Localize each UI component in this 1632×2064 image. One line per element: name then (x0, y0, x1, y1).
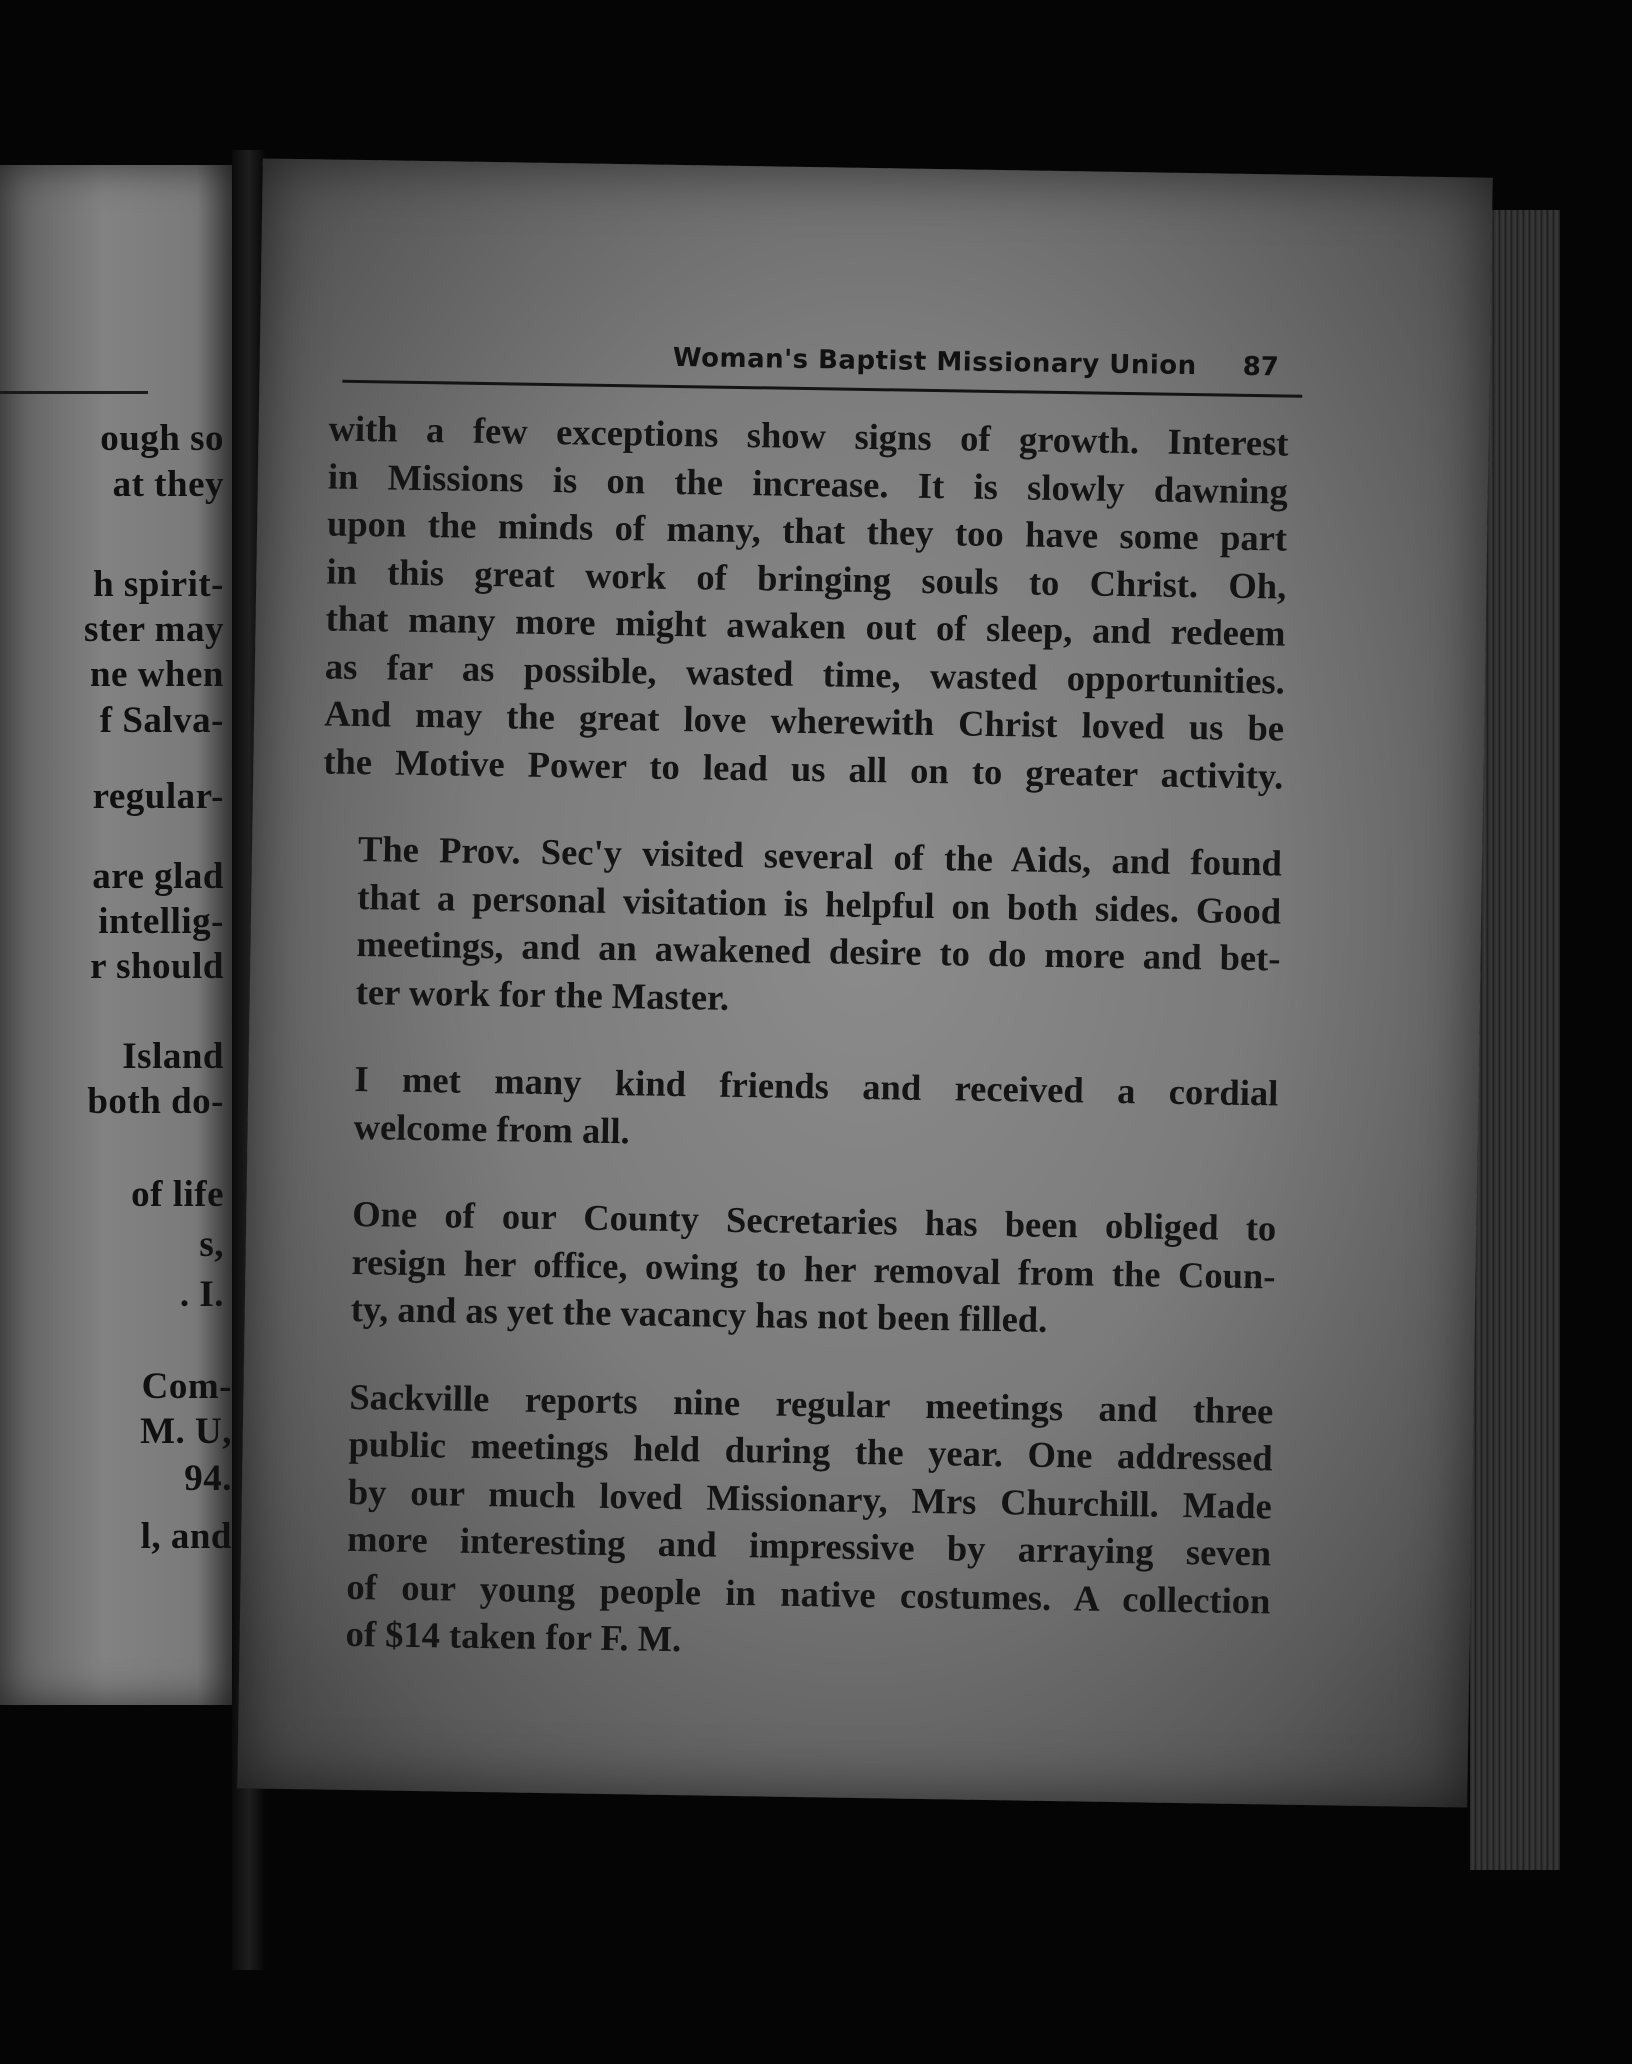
text-line: more interesting and impressive by arraying seven (346, 1517, 1272, 1574)
left-page-line: l, and (140, 1516, 232, 1557)
text-line: in this great work of bringing souls to Christ. Oh, (326, 549, 1287, 607)
left-page-line: f Salva- (99, 700, 224, 741)
paragraph-3 (317, 1054, 1278, 1164)
text-line: in Missions is on the increase. It is slowly dawning (327, 455, 1289, 512)
text-line: meetings, and an awakened desire to do more and bet- (356, 923, 1281, 979)
left-page-line: h spirit- (93, 564, 224, 605)
left-page-line: of life (131, 1174, 224, 1215)
text-line: And may the great love wherewith Christ loved us be (323, 692, 1285, 749)
running-head: Woman's Baptist Missionary Union (672, 342, 1197, 382)
page-number: 87 (1242, 351, 1280, 383)
paragraph-2 (319, 824, 1282, 1029)
left-facing-page (0, 165, 232, 1705)
left-page-line: at they (112, 464, 224, 505)
text-line: that a personal visitation is helpful on both sides. Good (356, 875, 1282, 932)
left-page-line: M. U, (140, 1411, 232, 1452)
text-line: ty, and as yet the vacancy has not been filled. (350, 1287, 1048, 1340)
text-line: I met many kind friends and received a cordial (354, 1057, 1279, 1114)
paragraph-1 (323, 405, 1289, 800)
text-line: The Prov. Sec'y visited several of the Aids, and found (357, 828, 1283, 884)
left-page-line: r should (90, 946, 224, 987)
paragraph-5 (309, 1372, 1273, 1672)
body-text (309, 405, 1289, 1712)
left-page-line: ne when (89, 654, 224, 695)
text-line: One of our County Secretaries has been obliged to (351, 1192, 1277, 1249)
text-line: upon the minds of many, that they too have some part (326, 502, 1288, 559)
left-page-line: Island (122, 1036, 224, 1077)
text-line: of our young people in native costumes. A collection (346, 1565, 1271, 1621)
text-line: as far as possible, wasted time, wasted opportunities. (324, 644, 1286, 702)
left-page-line: Com- (141, 1366, 232, 1407)
left-page-line: s, (199, 1224, 224, 1265)
right-page (237, 158, 1492, 1807)
paragraph-4 (314, 1189, 1276, 1347)
text-line: of $14 taken for F. M. (345, 1612, 682, 1660)
text-line: the Motive Power to lead us all on to greater activity. (323, 739, 1284, 797)
text-line: that many more might awaken out of sleep, and redeem (325, 597, 1286, 654)
text-line: Sackville reports nine regular meetings and three (349, 1375, 1274, 1431)
text-line: by our much loved Missionary, Mrs Churchill. Made (347, 1470, 1273, 1526)
text-line: ter work for the Master. (355, 970, 730, 1018)
text-line: welcome from all. (353, 1105, 630, 1151)
left-page-line: . I. (179, 1274, 224, 1315)
header-rule (342, 380, 1302, 398)
left-page-line: ster may (84, 609, 224, 650)
left-page-line: ough so (100, 418, 224, 459)
left-page-line: both do- (87, 1081, 224, 1122)
left-page-rule (0, 391, 148, 394)
left-page-line: 94. (184, 1458, 232, 1499)
text-line: public meetings held during the year. One addressed (348, 1422, 1273, 1479)
left-page-line: are glad (92, 856, 224, 897)
left-page-line: regular- (92, 776, 224, 817)
text-line: resign her office, owing to her removal from the Coun- (351, 1240, 1276, 1296)
left-page-line: intellig- (98, 901, 224, 942)
text-line: with a few exceptions show signs of growth. Interest (328, 407, 1289, 464)
